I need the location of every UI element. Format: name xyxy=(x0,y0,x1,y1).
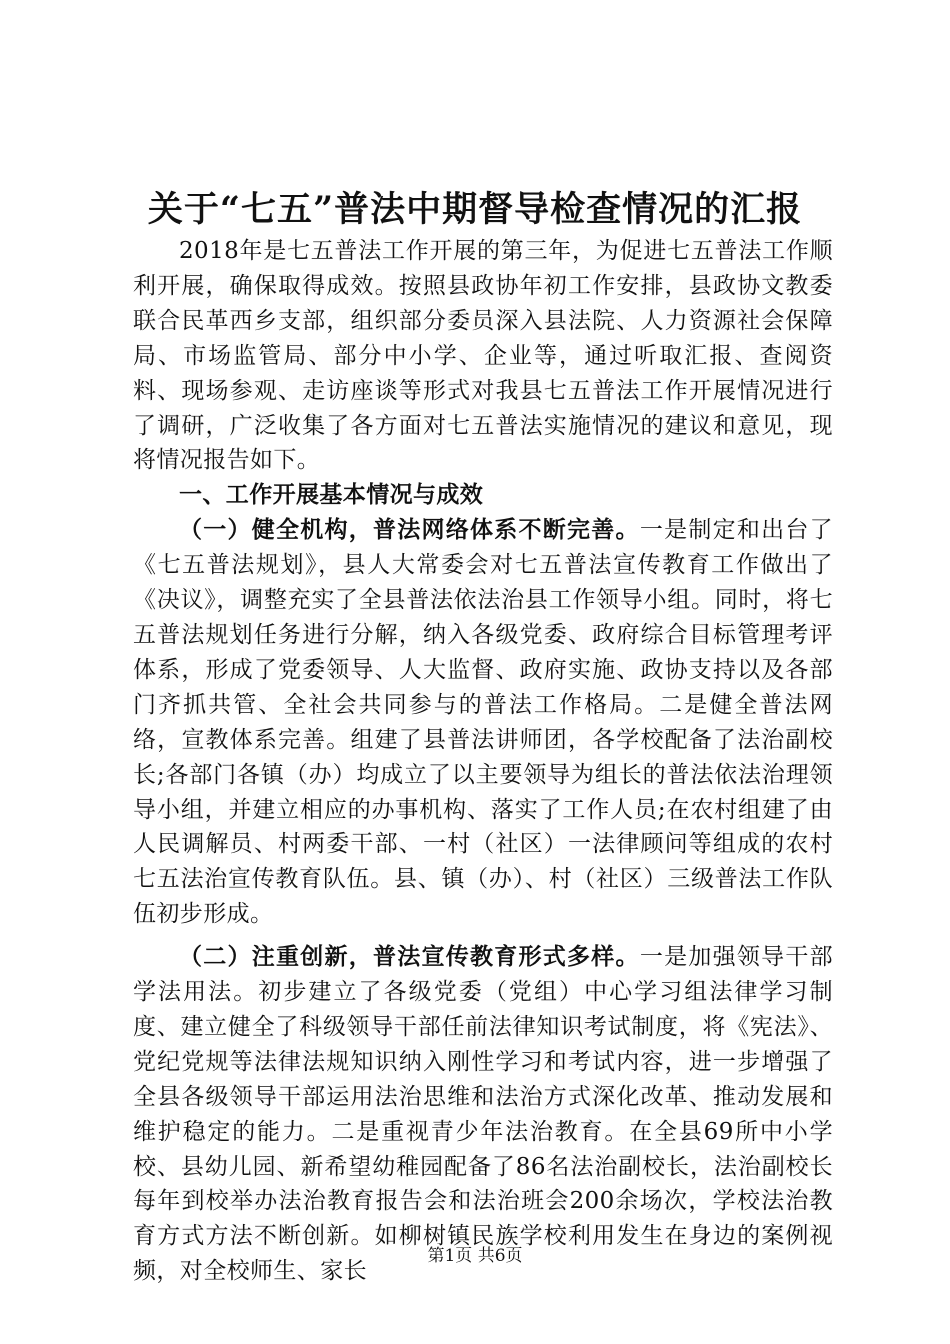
paragraph-1 xyxy=(133,513,833,932)
paragraph-1-lead: （一）健全机构，普法网络体系不断完善。 xyxy=(179,516,640,544)
paragraph-2-lead: （二）注重创新，普法宣传教育形式多样。 xyxy=(179,943,640,971)
paragraph-2 xyxy=(133,940,833,1289)
intro-paragraph: 2018年是七五普法工作开展的第三年，为促进七五普法工作顺利开展，确保取得成效。按照县政协年初工作安排，县政协文教委联合民革西乡支部，组织部分委员深入县法院、人力资源社会保障局、市场监管局、部分中小学、企业等，通过听取汇报、查阅资料、现场参观、走访座谈等形式对我县七五普法工作开展情况进行了调研，广泛收集了各方面对七五普法实施情况的建议和意见，现将情况报告如下。 xyxy=(133,238,833,474)
document-body xyxy=(133,234,833,1289)
paragraph-2-text: 一是加强领导干部学法用法。初步建立了各级党委（党组）中心学习组法律学习制度、建立健全了科级领导干部任前法律知识考试制度，将《宪法》、党纪党规等法律法规知识纳入刚性学习和考试内容，进一步增强了全县各级领导干部运用法治思维和法治方式深化改革、推动发展和维护稳定的能力。二是重视青少年法治教育。在全县69所中小学校、县幼儿园、新希望幼稚园配备了86名法治副校长，法治副校长每年到校举办法治教育报告会和法治班会200余场次，学校法治教育方式方法不断创新。如柳树镇民族学校利用发生在身边的案例视频，对全校师生、家长 xyxy=(133,944,834,1285)
page-indicator: 第1页 共6页 xyxy=(427,1246,523,1266)
document-title: 关于“七五”普法中期督导检查情况的汇报 xyxy=(147,189,803,230)
paragraph-1-text: 一是制定和出台了《七五普法规划》，县人大常委会对七五普法宣传教育工作做出了《决议》，调整充实了全县普法依法治县工作领导小组。同时，将七五普法规划任务进行分解，纳入各级党委、政府综合目标管理考评体系，形成了党委领导、人大监督、政府实施、政协支持以及各部门齐抓共管、全社会共同参与的普法工作格局。二是健全普法网络，宣教体系完善。组建了县普法讲师团，各学校配备了法治副校长;各部门各镇（办）均成立了以主要领导为组长的普法依法治理领导小组，并建立相应的办事机构、落实了工作人员;在农村组建了由人民调解员、村两委干部、一村（社区）一法律顾问等组成的农村七五法治宣传教育队伍。县、镇（办）、村（社区）三级普法工作队伍初步形成。 xyxy=(133,517,834,928)
section-heading: 一、工作开展基本情况与成效 xyxy=(179,481,484,509)
